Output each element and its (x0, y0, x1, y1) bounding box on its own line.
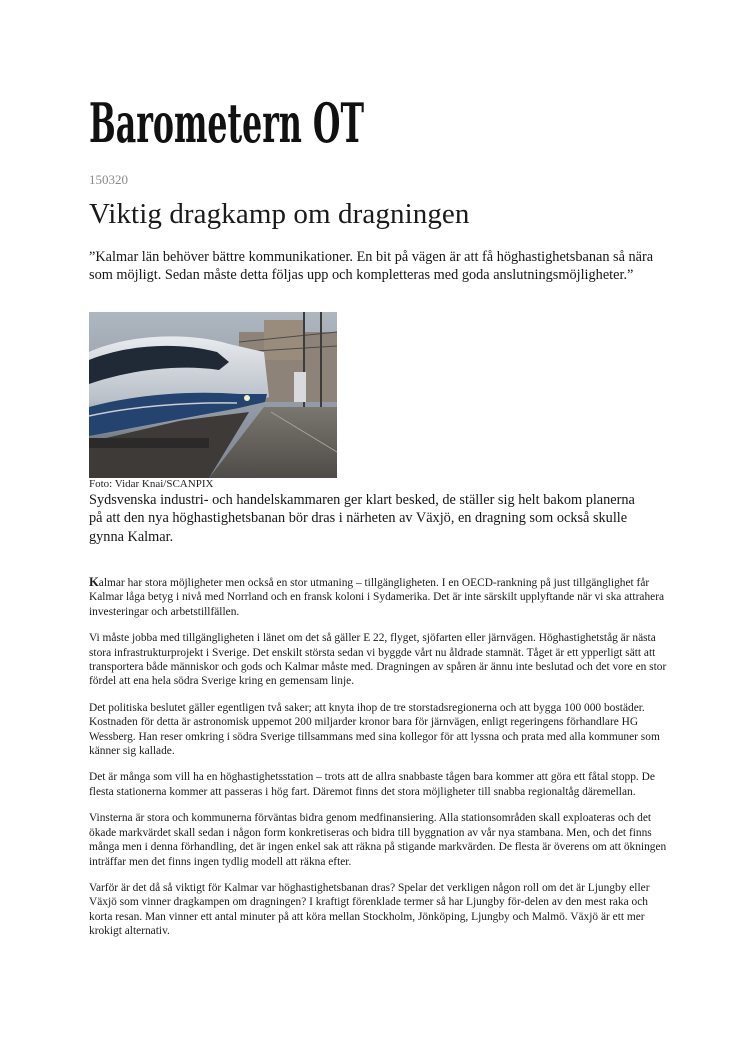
body-paragraph-6: Varför är det då så viktigt för Kalmar var höghastighetsbanan dras? Spelar det verkligen någon roll om det är Ljungby eller Växjö som vinner dragkampen om dragningen? I kraftigt förenklade termer så har Ljungby för-delen av den mest raka och korta resan. Man vinner ett antal minuter på att köra mellan Stockholm, Jönköping, Ljungby och Malmö. Växjö är ett mer krokigt alternativ. (89, 881, 650, 938)
article-date: 150320 (89, 172, 128, 187)
newspaper-logo (89, 92, 459, 154)
body-paragraph-2: Vi måste jobba med tillgängligheten i länet om det så gäller E 22, flyget, sjöfarten eller järnvägen. Höghastighetståg är nästa stora infrastrukturprojekt i Sverige. Det enskilt största sedan vi byggde vårt nu åldrade stamnät. Tåget är ett ypperligt sätt att transportera både människor och gods och Kalmar måste med. Dragningen av spåren är ännu inte beslutad och det vore en stor fördel att ena hela södra Sverige kring en gemensam linje. (89, 632, 667, 688)
body-paragraph-5: Vinsterna är stora och kommunerna förväntas bidra genom medfinansiering. Alla stationsområden skall exploateras och det ökade markvärdet skall sedan i någon form konkretiseras och bidra till byggnation av vår nya stambana. Men, och det finns många men i denna förhandling, det är ingen enkel sak att räkna på stigande markvärden. De flesta är överens om att ökningen inträffar men det finns ingen tydlig modell att räkna efter. (89, 812, 667, 868)
article-body (89, 575, 669, 951)
article-headline: Viktig dragkamp om dragningen (89, 198, 470, 230)
photo-caption: Foto: Vidar Knai/SCANPIX (89, 478, 214, 490)
body-paragraph-3: Det politiska beslutet gäller egentligen två saker; att knyta ihop de tre storstadsregionerna och att bygga 100 000 bostäder. Kostnaden för detta är astronomisk uppemot 200 miljarder kronor bara för järnvägen, enligt regeringens förhandlare HG Wessberg. Han reser omkring i södra Sverige tillsammans med sina kollegor för att lyssna och prata med alla kommuner som känner sig kallade. (89, 701, 660, 758)
train-photo-illustration (89, 312, 337, 478)
article-photo (89, 312, 337, 478)
initial-letter: K (89, 575, 99, 589)
body-paragraph-1 (89, 575, 669, 619)
masthead-logo (89, 92, 459, 154)
article-lead: Sydsvenska industri- och handelskammaren ger klart besked, de ställer sig helt bakom planerna på att den nya höghastighetsbanan bör dras i närheten av Växjö, en dragning som också skulle gynna Kalmar. (89, 492, 635, 545)
article-ingress: ”Kalmar län behöver bättre kommunikationer. En bit på vägen är att få höghastighetsbanan så nära som möjligt. Sedan måste detta följas upp och kompletteras med goda anslutningsmöjligheter.” (89, 249, 654, 284)
body-paragraph-4: Det är många som vill ha en höghastighetsstation – trots att de allra snabbaste tågen bara kommer att göra ett fåtal stopp. De flesta stationerna kommer att passeras i hög fart. Däremot finns det stora möjligheter till snabba regionaltåg däremellan. (89, 771, 655, 798)
masthead-title-text: Barometern OT (89, 91, 364, 155)
body-paragraph-1-text: almar har stora möjligheter men också en stor utmaning – tillgängligheten. I en OECD-rankning på just tillgänglighet får Kalmar låga betyg i nivå med Norrland och en fransk koloni i Sydamerika. Det är inte särskilt upplyftande när vi ska attrahera investeringar och arbetstillfällen. (89, 577, 665, 618)
